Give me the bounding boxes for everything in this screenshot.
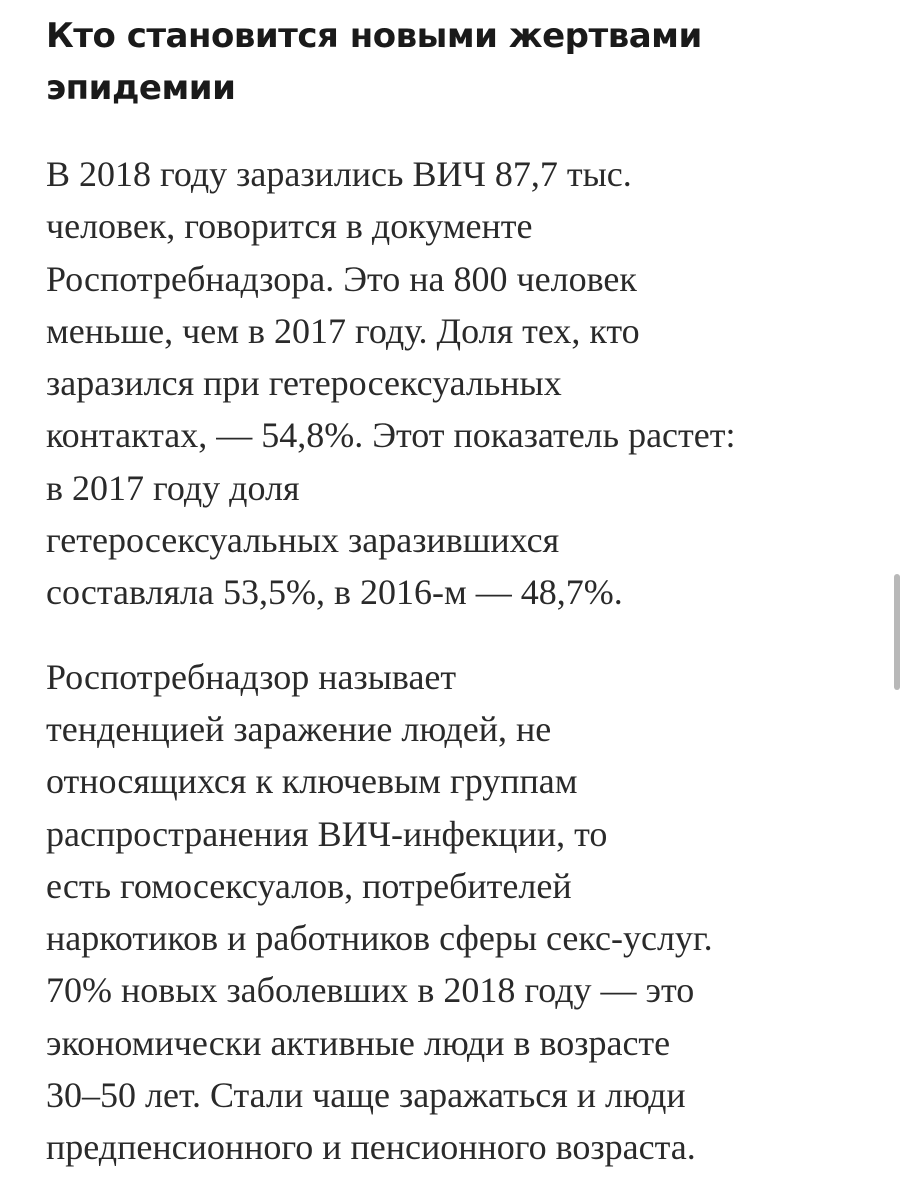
- scrollbar-thumb[interactable]: [894, 574, 900, 690]
- paragraph-line: контактах, — 54,8%. Этот показатель растет:: [46, 415, 736, 456]
- paragraph-line: Роспотребнадзора. Это на 800 человек: [46, 258, 637, 299]
- section-heading: [46, 10, 866, 114]
- paragraph-line: предпенсионного и пенсионного возраста.: [46, 1127, 696, 1168]
- heading-line: эпидемии: [46, 68, 236, 108]
- paragraph-2: [46, 651, 866, 1174]
- paragraph-line: составляла 53,5%, в 2016-м — 48,7%.: [46, 572, 623, 613]
- paragraph-line: заразился при гетеросексуальных: [46, 363, 562, 404]
- article: [46, 10, 866, 1174]
- paragraph-line: человек, говорится в документе: [46, 206, 533, 247]
- paragraph-line: относящихся к ключевым группам: [46, 761, 578, 802]
- paragraph-line: В 2018 году заразились ВИЧ 87,7 тыс.: [46, 154, 632, 194]
- paragraph-line: Роспотребнадзор называет: [46, 656, 457, 697]
- paragraph-line: наркотиков и работников сферы секс-услуг.: [46, 918, 713, 959]
- paragraph-1: [46, 148, 866, 619]
- paragraph-line: экономически активные люди в возрасте: [46, 1022, 671, 1063]
- heading-line: Кто становится новыми жертвами: [46, 16, 702, 56]
- paragraph-line: тенденцией заражение людей, не: [46, 708, 552, 749]
- paragraph-line: распространения ВИЧ-инфекции, то: [46, 813, 608, 854]
- paragraph-line: 70% новых заболевших в 2018 году — это: [46, 970, 695, 1011]
- paragraph-line: гетеросексуальных заразившихся: [46, 520, 560, 561]
- paragraph-line: 30–50 лет. Стали чаще заражаться и люди: [46, 1075, 686, 1116]
- paragraph-line: в 2017 году доля: [46, 467, 300, 508]
- paragraph-line: меньше, чем в 2017 году. Доля тех, кто: [46, 310, 640, 351]
- paragraph-line: есть гомосексуалов, потребителей: [46, 865, 572, 906]
